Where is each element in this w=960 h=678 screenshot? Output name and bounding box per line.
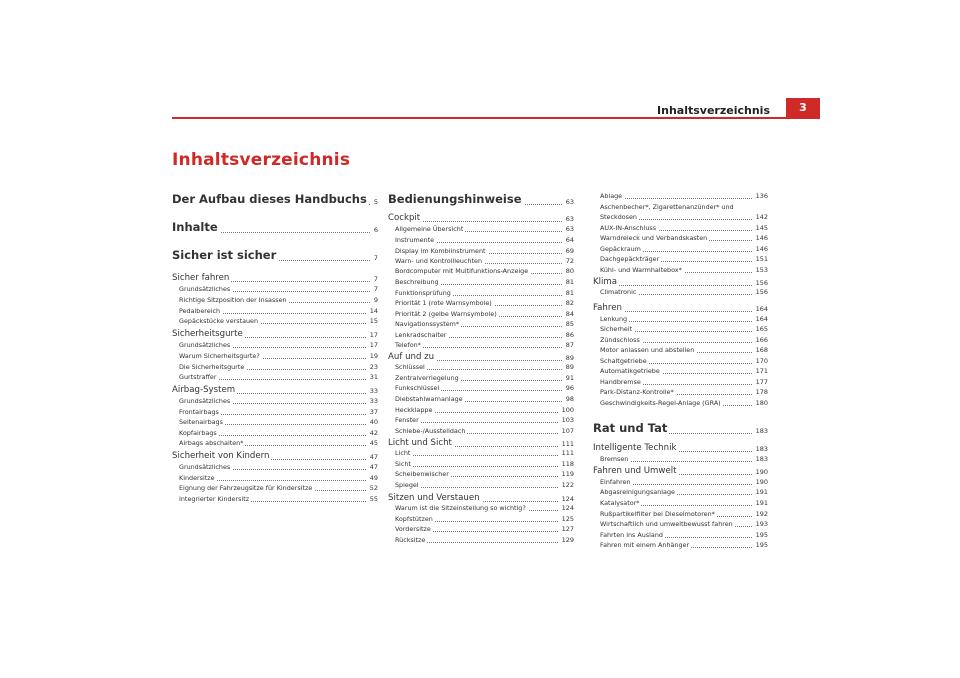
toc-entry [388,245,574,255]
toc-entry-page: 6 [371,226,378,234]
toc-entry-label: Scheibenwischer [388,470,451,478]
toc-entry [172,327,378,339]
toc-entry-page: 98 [563,395,574,403]
toc-entry [388,414,574,424]
toc-entry-label: Park-Distanz-Kontrolle* [593,388,676,396]
toc-entry [172,305,378,315]
page-title: Inhaltsverzeichnis [172,150,351,170]
toc-entry-page: 17 [367,331,378,339]
toc-entry [172,294,378,304]
toc-entry [388,276,574,286]
toc-entry-label: Grundsätzliches [172,463,232,471]
toc-entry-page: 7 [371,275,378,283]
toc-entry [172,461,378,471]
header-title: Inhaltsverzeichnis [657,104,770,117]
toc-entry-page: 166 [753,336,768,344]
toc-entry-page: 156 [753,279,768,287]
toc-entry-label: Gepäckstücke verstauen [172,317,260,325]
toc-entry [593,243,768,253]
toc-entry [388,234,574,244]
toc-entry [593,275,768,287]
toc-entry-page: 151 [753,255,768,263]
toc-entry-label: Beschreibung [388,278,441,286]
toc-entry [388,318,574,328]
toc-entry [593,539,768,549]
toc-entry-page: 9 [371,296,378,304]
toc-entry-page: 129 [559,536,574,544]
toc-entry-page: 87 [563,341,574,349]
toc-entry [593,301,768,313]
toc-entry-page: 84 [563,310,574,318]
toc-entry-label: Cockpit [388,213,421,223]
toc-entry-page: 14 [367,307,378,315]
toc-entry [593,397,768,407]
toc-entry-label: Zentralverriegelung [388,374,461,382]
toc-entry [388,350,574,362]
toc-entry-page: 177 [753,378,768,386]
toc-entry-page: 195 [753,541,768,549]
toc-entry-label: Schaltgetriebe [593,357,649,365]
toc-entry [388,265,574,275]
toc-entry-page: 191 [753,499,768,507]
toc-entry [172,283,378,293]
toc-entry [172,361,378,371]
toc-entry-page: 124 [559,504,574,512]
dot-leader [388,455,574,456]
toc-entry [388,534,574,544]
toc-entry-label: Katalysator* [593,499,641,507]
toc-entry-page: 91 [563,374,574,382]
toc-entry [593,529,768,539]
toc-entry-label: Dachgepäckträger [593,255,661,263]
dot-leader [388,466,574,467]
toc-entry-page: 195 [753,531,768,539]
toc-entry-page: 81 [563,289,574,297]
toc-entry [172,427,378,437]
toc-entry [172,271,378,283]
toc-entry [593,190,768,200]
toc-entry-label: Funktionsprüfung [388,289,453,297]
toc-entry-page: 49 [367,474,378,482]
toc-entry-page: 111 [559,449,574,457]
toc-entry-label: AUX-IN-Anschluss [593,224,658,232]
toc-entry [388,404,574,414]
toc-entry-page: 180 [753,399,768,407]
toc-entry [388,523,574,533]
toc-entry [388,339,574,349]
toc-entry-page: 164 [753,315,768,323]
page-number-badge: 3 [786,98,820,118]
toc-entry-label: Die Sicherheitsgurte [172,363,246,371]
toc-entry-page: 45 [367,439,378,447]
toc-entry-page: 170 [753,357,768,365]
toc-entry-page: 15 [367,317,378,325]
toc-entry [172,383,378,395]
toc-entry-label: Sicherheit [593,325,634,333]
toc-entry-label: Abgasreinigungsanlage [593,488,677,496]
toc-entry [172,218,378,234]
toc-entry-page: 19 [367,352,378,360]
toc-entry-page: 142 [753,213,768,221]
toc-entry-label: Telefon* [388,341,423,349]
toc-entry-label: Instrumente [388,236,436,244]
toc-entry-label: Fahrten ins Ausland [593,531,665,539]
toc-entry-page: 190 [753,478,768,486]
toc-entry-label: Schiebe-/Ausstelldach [388,427,467,435]
toc-entry-page: 37 [367,408,378,416]
toc-entry-label: Funkschlüssel [388,384,441,392]
toc-entry-page: 191 [753,488,768,496]
toc-entry-label: Automatikgetriebe [593,367,662,375]
toc-entry-page: 103 [559,416,574,424]
toc-entry [593,232,768,242]
toc-entry-label: Kühl- und Warmhaltebox* [593,266,684,274]
toc-entry-page: 52 [367,484,378,492]
toc-entry-page: 136 [753,192,768,200]
toc-entry [172,371,378,381]
toc-entry-label: Sitzen und Verstauen [388,493,480,503]
toc-entry-label: Licht und Sicht [388,438,452,448]
toc-entry-label: Ablage [593,192,624,200]
toc-entry-page: 119 [559,470,574,478]
toc-entry-label: Motor anlassen und abstellen [593,346,696,354]
toc-entry-page: 165 [753,325,768,333]
toc-entry-page: 145 [753,224,768,232]
toc-entry-label: Airbag-System [172,385,236,395]
toc-entry [593,441,768,453]
toc-entry-page: 63 [563,215,574,223]
toc-entry-page: 55 [367,495,378,503]
toc-entry [388,287,574,297]
toc-entry-page: 122 [559,481,574,489]
toc-entry [388,308,574,318]
toc-entry-page: 64 [563,236,574,244]
toc-entry-label: Grundsätzliches [172,397,232,405]
toc-entry-page: 124 [559,495,574,503]
toc-entry [388,297,574,307]
toc-entry-label: Sicht [388,460,413,468]
toc-entry-page: 80 [563,267,574,275]
toc-entry-page: 89 [563,354,574,362]
toc-entry-page: 85 [563,320,574,328]
toc-entry [593,376,768,386]
toc-entry-label: Spiegel [388,481,421,489]
toc-entry-label: Bremsen [593,455,630,463]
toc-entry-page: 96 [563,384,574,392]
toc-entry-label: Sicher ist sicher [172,248,277,262]
toc-entry-page: 72 [563,257,574,265]
toc-entry [593,453,768,463]
toc-entry [172,350,378,360]
toc-entry [172,315,378,325]
toc-entry [593,286,768,296]
toc-entry [388,372,574,382]
toc-entry-page: 23 [367,363,378,371]
toc-entry-label: Geschwindigkeits-Regel-Anlage (GRA) [593,399,723,407]
toc-entry-label: Gurtstraffer [172,373,218,381]
toc-entry-page: 127 [559,525,574,533]
toc-entry-label: Priorität 1 (rote Warnsymbole) [388,299,494,307]
toc-entry [172,190,378,206]
toc-entry [388,458,574,468]
toc-entry [172,472,378,482]
toc-entry [388,436,574,448]
toc-entry-page: 40 [367,418,378,426]
dot-leader [593,285,768,286]
toc-entry-label: Licht [388,449,412,457]
toc-entry-label: Sicherheitsgurte [172,329,243,339]
toc-entry-label: Integrierter Kindersitz [172,495,251,503]
toc-entry-label: Grundsätzliches [172,341,232,349]
toc-entry-label: Sicher fahren [172,273,230,283]
toc-entry [593,419,768,435]
toc-entry [388,382,574,392]
toc-entry-label: Bedienungshinweise [388,192,522,206]
toc-entry-label: Fahren und Umwelt [593,466,677,476]
toc-entry [172,482,378,492]
toc-entry-label: Der Aufbau dieses Handbuchs [172,192,367,206]
toc-entry-page: 111 [559,440,574,448]
toc-entry [388,502,574,512]
toc-entry [593,464,768,476]
toc-entry-label: Steckdosen [593,213,639,221]
toc-entry-page: 47 [367,463,378,471]
toc-entry-label: Zündschloss [593,336,642,344]
toc-entry [172,395,378,405]
toc-entry-page: 125 [559,515,574,523]
toc-entry [593,323,768,333]
toc-entry [593,334,768,344]
toc-entry-page: 146 [753,245,768,253]
toc-entry [172,416,378,426]
toc-entry [388,190,574,206]
toc-entry-label: Warum ist die Sitzeinstellung so wichtig? [388,504,528,512]
toc-entry [388,223,574,233]
toc-entry-label: Priorität 2 (gelbe Warnsymbole) [388,310,499,318]
toc-entry-page: 153 [753,266,768,274]
toc-entry-label: Schlüssel [388,363,427,371]
toc-entry-page: 69 [563,247,574,255]
toc-entry-label: Lenkung [593,315,629,323]
toc-entry [593,222,768,232]
toc-entry-label: Kopfstützen [388,515,435,523]
toc-entry-page: 63 [563,198,574,206]
toc-entry-label: Lenkradschalter [388,331,448,339]
toc-entry [388,447,574,457]
toc-entry-label: Warndreieck und Verbandskasten [593,234,709,242]
toc-entry-label: Grundsätzliches [172,285,232,293]
toc-entry-label: Rat und Tat [593,421,668,435]
toc-entry-label: Aschenbecher*, Zigarettenanzünder* und [593,203,736,211]
toc-entry-label: Navigationssystem* [388,320,461,328]
toc-entry-label: Einfahren [593,478,633,486]
toc-entry-page: 146 [753,234,768,242]
toc-entry [172,437,378,447]
toc-entry-label: Warum Sicherheitsgurte? [172,352,262,360]
toc-entry [593,313,768,323]
toc-entry-label: Kopfairbags [172,429,219,437]
toc-entry-page: 168 [753,346,768,354]
toc-entry-page: 107 [559,427,574,435]
toc-entry-page: 33 [367,387,378,395]
toc-entry-page: 86 [563,331,574,339]
toc-entry-label: Display im Kombiinstrument [388,247,488,255]
toc-entry [593,518,768,528]
toc-entry-label: Inhalte [172,220,218,234]
toc-entry-label: Warn- und Kontrollleuchten [388,257,484,265]
toc-entry [593,201,768,211]
toc-entry-label: Richtige Sitzposition der Insassen [172,296,289,304]
toc-entry-label: Handbremse [593,378,643,386]
toc-entry-page: 33 [367,397,378,405]
toc-entry [593,508,768,518]
toc-entry-page: 193 [753,520,768,528]
toc-entry [593,355,768,365]
toc-entry [388,255,574,265]
toc-entry [593,344,768,354]
toc-entry-label: Gepäckraum [593,245,643,253]
toc-entry-label: Auf und zu [388,352,435,362]
toc-entry [388,479,574,489]
toc-entry-page: 183 [753,455,768,463]
toc-entry-page: 7 [371,285,378,293]
toc-entry-label: Intelligente Technik [593,443,677,453]
toc-entry-label: Pedalbereich [172,307,222,315]
toc-entry [593,211,768,221]
toc-entry-label: Heckklappe [388,406,434,414]
toc-entry [388,468,574,478]
toc-entry-page: 89 [563,363,574,371]
toc-entry-label: Klima [593,277,618,287]
toc-entry-page: 47 [367,453,378,461]
toc-entry-label: Fahren mit einem Anhänger [593,541,691,549]
toc-entry-label: Sicherheit von Kindern [172,451,270,461]
toc-entry [593,497,768,507]
toc-entry [593,486,768,496]
toc-entry-label: Fenster [388,416,421,424]
toc-entry-label: Diebstahlwarnanlage [388,395,465,403]
toc-entry-label: Vordersitze [388,525,433,533]
toc-entry-label: Kindersitze [172,474,217,482]
toc-entry-label: Bordcomputer mit Multifunktions-Anzeige [388,267,530,275]
toc-entry-page: 17 [367,341,378,349]
toc-entry [388,491,574,503]
toc-entry-label: Allgemeine Übersicht [388,225,465,233]
toc-entry-label: Climatronic [593,288,638,296]
header-rule [172,117,820,119]
toc-entry [388,329,574,339]
toc-entry-page: 5 [371,198,378,206]
toc-entry-page: 178 [753,388,768,396]
toc-entry [388,211,574,223]
toc-entry [172,406,378,416]
toc-entry [172,339,378,349]
toc-entry-page: 183 [753,445,768,453]
toc-entry [172,449,378,461]
toc-entry-page: 82 [563,299,574,307]
toc-entry-page: 31 [367,373,378,381]
toc-entry [172,246,378,262]
toc-entry-page: 63 [563,225,574,233]
toc-entry [388,425,574,435]
toc-entry [593,365,768,375]
toc-entry-page: 192 [753,510,768,518]
toc-entry-page: 100 [559,406,574,414]
toc-entry [593,476,768,486]
toc-entry-page: 164 [753,305,768,313]
toc-entry-page: 7 [371,254,378,262]
toc-entry-page: 81 [563,278,574,286]
toc-entry-page: 118 [559,460,574,468]
toc-entry [388,361,574,371]
toc-entry-label: Fahren [593,303,622,313]
toc-entry-label: Wirtschaftlich und umweltbewusst fahren [593,520,735,528]
toc-entry-page: 183 [753,427,768,435]
toc-entry-page: 42 [367,429,378,437]
toc-entry-page: 190 [753,468,768,476]
toc-entry-label: Eignung der Fahrzeugsitze für Kindersitze [172,484,314,492]
toc-entry [593,253,768,263]
toc-entry [388,393,574,403]
toc-entry [388,513,574,523]
toc-entry [593,386,768,396]
toc-entry-label: Airbags abschalten* [172,439,245,447]
toc-entry [593,264,768,274]
toc-entry-label: Rücksitze [388,536,427,544]
toc-entry-page: 156 [753,288,768,296]
toc-entry-page: 171 [753,367,768,375]
toc-entry-label: Seitenairbags [172,418,225,426]
toc-entry-label: Rußpartikelfilter bei Dieselmotoren* [593,510,717,518]
toc-entry-label: Frontairbags [172,408,221,416]
toc-entry [172,493,378,503]
